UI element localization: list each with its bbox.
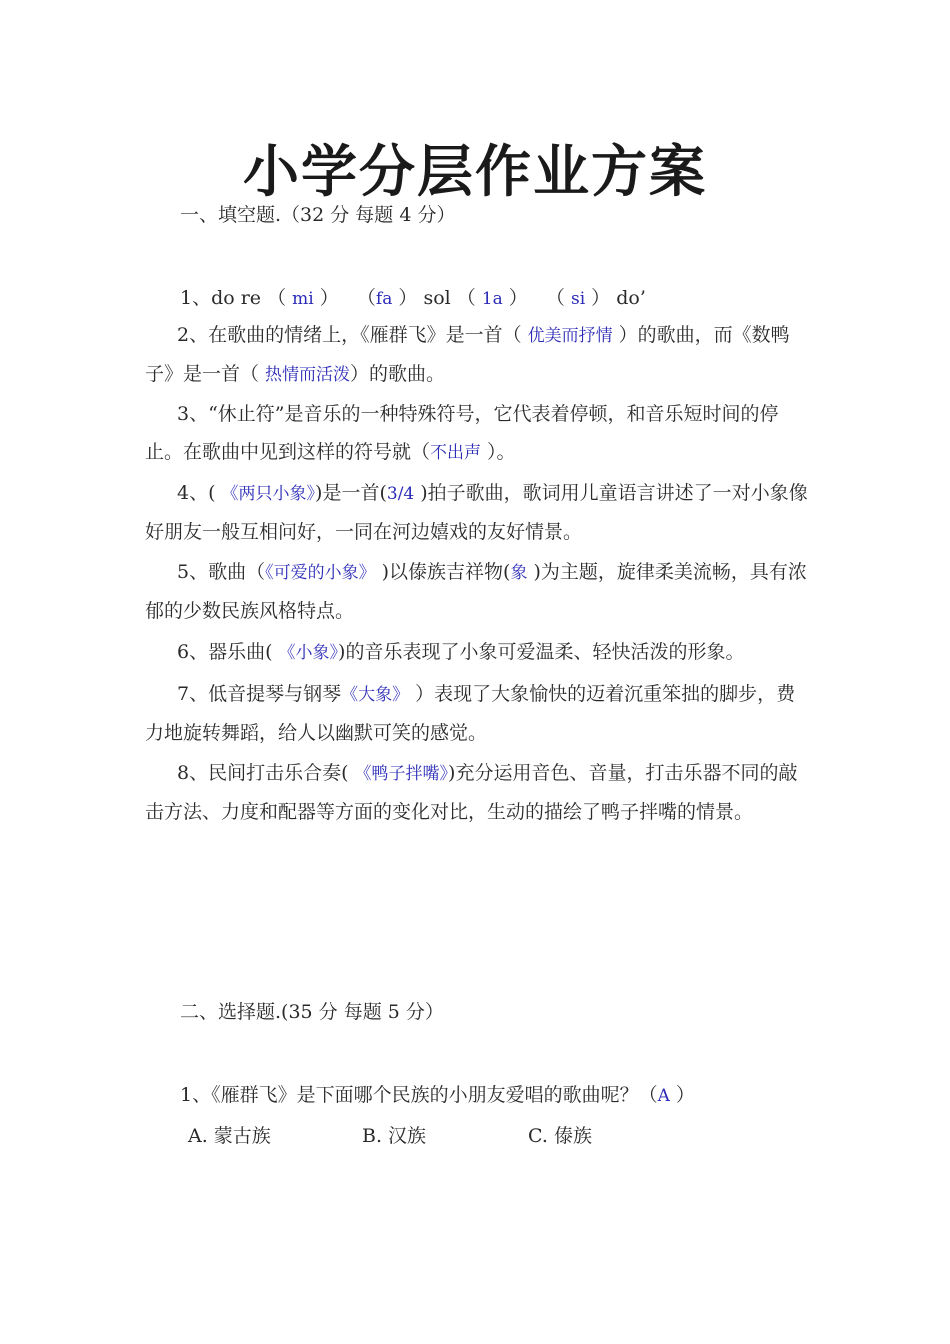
q8-text: 8、民间打击乐合奏( [177,762,355,784]
q1-answer-2: fa [375,289,393,309]
question-6 [145,634,813,673]
question-5 [145,554,813,630]
q8-answer: 《鸭子拌嘴》 [354,764,449,784]
q3-text: ）。 [481,440,516,463]
question-choice-1 [180,1080,695,1107]
q6-answer: 《小象》 [278,643,339,663]
q4-text: )拍子歌曲，歌词用儿童语言讲述了一对小象像好朋友一般互相问好，一同在河边嬉戏的友好情景。 [145,482,808,543]
choice-option-a: A. 蒙古族 [188,1125,271,1147]
q2-text: ）的歌曲，而《数鸭子》是一首（ [145,324,790,385]
q1-bracket: （ [267,287,293,309]
section2-heading: 二、选择题.(35 分 每题 5 分） [180,1001,444,1023]
question-7 [145,676,813,752]
q1-bracket: ） [502,287,528,309]
choice-q1-answer: A [657,1086,670,1106]
question-3 [145,396,813,472]
q1-bracket: ） [392,287,418,309]
q5-text: 5、歌曲（ [177,561,266,583]
q8-text: )充分运用音色、音量，打击乐器不同的敲击方法、力度和配器等方面的变化对比，生动的描绘了鸭子拌嘴的情景。 [145,762,798,823]
q6-text: )的音乐表现了小象可爱温柔、轻快活泼的形象。 [338,641,745,663]
q4-answer-1: 《两只小象》 [221,484,316,504]
q1-bracket: （ [456,287,482,309]
q5-answer-2: 象 [510,563,528,583]
q4-text: 4、( [177,482,222,504]
q3-answer: 不出声 [430,442,482,463]
q1-prefix: 1、do re [180,287,268,309]
q1-bracket: （ [545,287,571,309]
q7-text: 7、低音提琴与钢琴 [177,683,342,705]
q1-answer-1: mi [292,289,314,309]
page-title: 小学分层作业方案 [243,139,707,205]
section1-heading: 一、填空题.（32 分 每题 4 分） [180,204,456,226]
question-4 [145,475,813,551]
q1-bracket: ） [585,287,611,309]
q7-text: ）表现了大象愉快的迈着沉重笨拙的脚步，费力地旋转舞蹈，给人以幽默可笑的感觉。 [145,683,796,744]
q4-text: )是一首( [315,482,387,504]
q5-text: )为主题，旋律柔美流畅，具有浓郁的少数民族风格特点。 [145,561,807,622]
q1-middle: sol [423,287,457,309]
choice-q1-close: ） [669,1084,695,1106]
q2-answer-2: 热情而活泼 [265,364,351,385]
question-2 [145,317,813,394]
q1-answer-4: si [570,289,586,309]
question-8 [145,755,813,831]
question-1-fill [180,283,646,310]
q1-bracket: （ [356,287,376,309]
q4-answer-2: 3/4 [386,484,415,504]
q2-text: ）的歌曲。 [350,362,446,385]
q1-answer-3: 1a [481,289,503,309]
choice-option-b: B. 汉族 [362,1125,427,1147]
q5-text: )以傣族吉祥物( [375,561,511,583]
q2-text: 2、在歌曲的情绪上，《雁群飞》是一首（ [177,324,528,346]
q1-end: do’ [616,287,646,309]
choice-option-c: C. 傣族 [528,1125,592,1147]
q6-text: 6、器乐曲( [177,641,279,663]
q2-answer-1: 优美而抒情 [527,326,613,346]
q3-text: 3、“休止符”是音乐的一种特殊符号，它代表着停顿，和音乐短时间的停止。在歌曲中见到这样的符号就（ [145,403,779,463]
q7-answer: 《大象》 [341,685,410,705]
q5-answer-1: 《可爱的小象》 [265,563,376,583]
q1-bracket: ） [313,287,339,309]
choice-q1-text: 1、《雁群飞》是下面哪个民族的小朋友爱唱的歌曲呢？（ [180,1084,658,1106]
